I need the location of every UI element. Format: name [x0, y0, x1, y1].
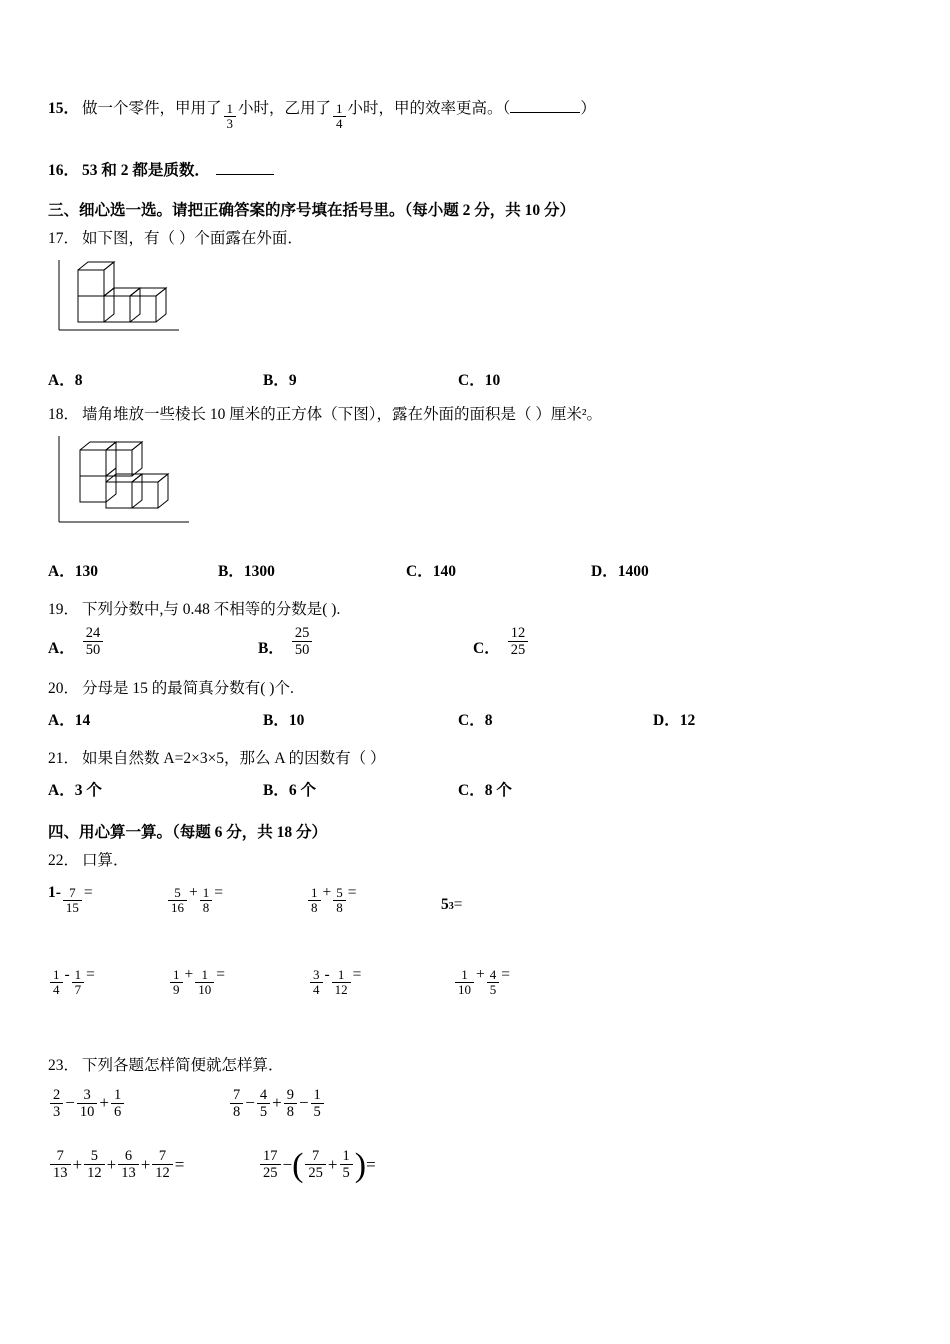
question-18-options [48, 559, 908, 581]
option-21-a[interactable]: A．3 个 [48, 782, 102, 800]
fraction-1-7: $\frac{1}{7}$ [72, 968, 85, 996]
question-20 [48, 676, 908, 698]
question-18 [48, 402, 908, 424]
question-21-options [48, 778, 908, 800]
question-17-text: 如下图，有（ ）个面露在外面． [82, 229, 303, 247]
fraction-2-3: 2 3 [50, 1087, 63, 1120]
option-19-a[interactable]: A． 24 50 [48, 625, 258, 658]
option-21-b[interactable]: B．6 个 [263, 782, 316, 800]
figure-18-cubes [54, 434, 908, 549]
expr-23-3[interactable]: 7 13 + $\frac{5}{12}$ + $\frac{6}{13}$ + $\frac{7}{12}$ = [48, 1148, 258, 1181]
question-23-number: 23． [48, 1056, 80, 1074]
question-19-number: 19． [48, 600, 80, 618]
fraction-1-5-b: $\frac{1}{5}$ [340, 1148, 353, 1181]
option-20-a[interactable]: A．14 [48, 712, 91, 730]
fraction-17-25: 17 25 [260, 1148, 281, 1181]
question-19 [48, 597, 908, 619]
question-16 [48, 158, 908, 180]
section-4-heading: 四、用心算一算。（每题 6 分，共 18 分） [48, 824, 328, 842]
question-19-options [48, 625, 908, 658]
question-22-number: 22． [48, 852, 80, 870]
option-18-b[interactable]: B．1300 [218, 562, 275, 580]
fraction-1-9: $\frac{1}{9}$ [170, 968, 183, 996]
expr-23-4[interactable]: 17 25 − ( 7 25 + $\frac{1}{5}$ ) = [258, 1148, 376, 1181]
question-16-text: 53 和 2 都是质数． [82, 161, 210, 179]
page-content [48, 96, 908, 1185]
question-17-number: 17． [48, 229, 80, 247]
fraction-3-4: $\frac{3}{4}$ [310, 968, 323, 996]
option-17-b[interactable]: B．9 [263, 371, 297, 389]
fraction-1-12: $\frac{1}{12}$ [332, 968, 351, 996]
question-15 [48, 96, 908, 132]
fraction-4-5: $\frac{4}{5}$ [257, 1087, 270, 1120]
fraction-7-8: 7 8 [230, 1087, 243, 1120]
question-23-line-2 [48, 1147, 908, 1185]
fraction-1-6: $\frac{1}{6}$ [111, 1087, 124, 1120]
cube-stack-diagram-2 [54, 434, 254, 544]
option-21-c[interactable]: C．8 个 [458, 782, 512, 800]
question-16-number: 16． [48, 161, 80, 179]
calc-item-1-3[interactable]: $\frac{1}{8}$ + $\frac{5}{8}$ = [306, 884, 441, 914]
cube-stack-diagram-1 [54, 258, 254, 353]
calc-item-2-1[interactable]: $\frac{1}{4}$ - $\frac{1}{7}$ = [48, 966, 168, 996]
option-18-c[interactable]: C．140 [406, 562, 456, 580]
fraction-7-13: 7 13 [50, 1148, 71, 1181]
question-17 [48, 226, 908, 248]
fraction-5-16: $\frac{5}{16}$ [168, 886, 187, 914]
question-15-text-c: 小时，甲的效率更高。（ [347, 100, 511, 117]
option-18-a[interactable]: A．130 [48, 562, 98, 580]
minus-operator: − [282, 1154, 293, 1174]
question-15-number: 15． [48, 100, 80, 117]
fraction-5-8: $\frac{5}{8}$ [333, 886, 346, 914]
question-23 [48, 1053, 908, 1075]
fraction-1-8-b: $\frac{1}{8}$ [308, 886, 321, 914]
expr-23-2[interactable]: 7 8 − $\frac{4}{5}$ + $\frac{9}{8}$ − $\frac{1}{5}$ [228, 1087, 326, 1120]
option-18-d[interactable]: D．1400 [591, 562, 649, 580]
fraction-24-50: 24 50 [83, 625, 104, 658]
figure-17-cubes [54, 258, 908, 358]
question-22-row-2 [48, 966, 908, 996]
fraction-one-third: $\frac{1}{3}$ [224, 102, 237, 132]
option-17-c[interactable]: C．10 [458, 371, 501, 389]
question-20-number: 20． [48, 680, 80, 698]
answer-blank-16[interactable] [216, 158, 274, 175]
calc-item-2-4[interactable]: $\frac{1}{10}$ + $\frac{4}{5}$ = [453, 966, 510, 996]
fraction-3-10: $\frac{3}{10}$ [77, 1087, 98, 1120]
fraction-9-8: $\frac{9}{8}$ [284, 1087, 297, 1120]
fraction-25-50: 25 50 [292, 625, 313, 658]
option-20-b[interactable]: B．10 [263, 712, 305, 730]
calc-item-2-3[interactable]: $\frac{3}{4}$ - $\frac{1}{12}$ = [308, 966, 453, 996]
question-15-text-b: 小时，乙用了 [238, 100, 332, 117]
fraction-1-10-b: $\frac{1}{10}$ [455, 968, 474, 996]
question-21-text: 如果自然数 A=2×3×5，那么 A 的因数有（ ） [82, 750, 386, 768]
question-21 [48, 746, 908, 768]
question-18-number: 18． [48, 405, 80, 423]
fraction-6-13: $\frac{6}{13}$ [118, 1148, 139, 1181]
question-20-options [48, 708, 908, 730]
fraction-one-fourth: $\frac{1}{4}$ [333, 102, 346, 132]
fraction-5-12: $\frac{5}{12}$ [84, 1148, 105, 1181]
right-paren: ) [354, 1147, 367, 1185]
question-15-text-d: ） [580, 100, 596, 117]
section-3-heading: 三、细心选一选。请把正确答案的序号填在括号里。（每小题 2 分，共 10 分） [48, 201, 576, 219]
question-22-row-1 [48, 884, 908, 914]
question-21-number: 21． [48, 750, 80, 768]
fraction-1-8: $\frac{1}{8}$ [200, 886, 213, 914]
left-paren: ( [292, 1147, 304, 1185]
question-17-options [48, 368, 908, 390]
calc-item-1-4[interactable]: 5 3 = [441, 896, 463, 914]
question-23-line-1 [48, 1087, 908, 1120]
question-22-text: 口算． [82, 852, 129, 870]
calc-item-1-1[interactable]: 1- $\frac{7}{15}$ = [48, 884, 93, 915]
fraction-1-4: $\frac{1}{4}$ [50, 968, 63, 996]
fraction-7-25: 7 25 [305, 1148, 326, 1181]
calc-item-2-2[interactable]: $\frac{1}{9}$ + $\frac{1}{10}$ = [168, 966, 308, 996]
fraction-12-25: 12 25 [508, 625, 529, 658]
option-20-d[interactable]: D．12 [653, 712, 696, 730]
fraction-1-5: $\frac{1}{5}$ [311, 1087, 324, 1120]
fraction-7-15: $\frac{7}{15}$ [63, 886, 82, 914]
expr-23-1[interactable]: 2 3 − $\frac{3}{10}$ + $\frac{1}{6}$ [48, 1087, 228, 1120]
option-20-c[interactable]: C．8 [458, 712, 493, 730]
option-17-a[interactable]: A．8 [48, 371, 83, 389]
question-23-text: 下列各题怎样简便就怎样算． [82, 1056, 284, 1074]
question-18-text: 墙角堆放一些棱长 10 厘米的正方体（下图），露在外面的面积是（ ）厘米²。 [82, 405, 603, 423]
option-19-b[interactable]: B． 25 50 [258, 625, 473, 658]
fraction-4-5: $\frac{4}{5}$ [487, 968, 500, 996]
calc-item-1-2[interactable]: $\frac{5}{16}$ + $\frac{1}{8}$ = [166, 884, 306, 914]
question-15-text-a: 做一个零件，甲用了 [82, 100, 222, 117]
equals-sign: = [366, 1154, 376, 1174]
question-20-text: 分母是 15 的最简真分数有( )个. [82, 680, 294, 698]
option-19-c[interactable]: C． 12 25 [473, 625, 530, 658]
fraction-7-12: $\frac{7}{12}$ [152, 1148, 173, 1181]
question-19-text: 下列分数中,与 0.48 不相等的分数是( ). [82, 600, 341, 618]
answer-blank-15[interactable] [510, 97, 580, 114]
fraction-1-10: $\frac{1}{10}$ [195, 968, 214, 996]
question-22 [48, 848, 908, 870]
